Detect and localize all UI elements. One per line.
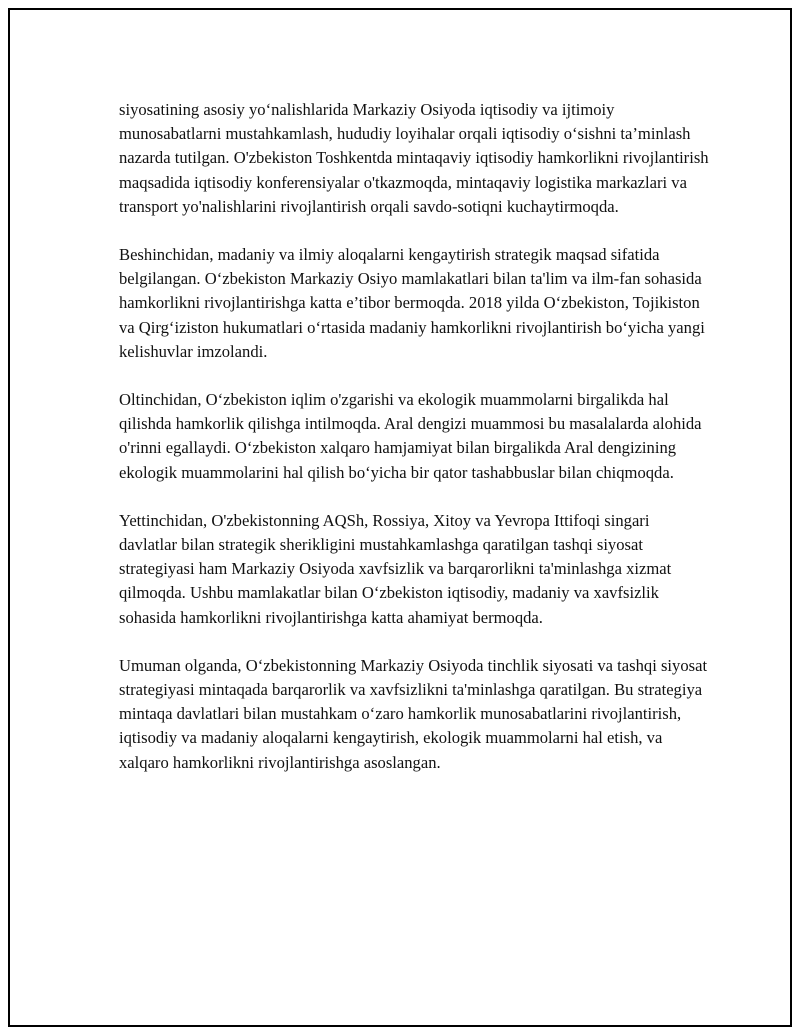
paragraph: Oltinchidan, O‘zbekiston iqlim o'zgarishi va ekologik muammolarni birgalikda hal qilishda hamkorlik qilishga intilmoqda. Aral dengizi muammosi bu masalalarda alohida o'rinni egallaydi. O‘zbekiston xalqaro hamjamiyat bilan birgalikda Aral dengizining ekologik muammolarini hal qilish bo‘yicha bir qator tashabbuslar bilan chiqmoqda.	[119, 390, 702, 482]
paragraph: Yettinchidan, O'zbekistonning AQSh, Rossiya, Xitoy va Yevropa Ittifoqi singari davlatlar bilan strategik sherikligini mustahkamlashga qaratilgan tashqi siyosat strategiyasi ham Markaziy Osiyoda xavfsizlik va barqarorlikni ta'minlashga xizmat qilmoqda. Ushbu mamlakatlar bilan O‘zbekiston iqtisodiy, madaniy va xavfsizlik sohasida hamkorlikni rivojlantirishga katta ahamiyat bermoqda.	[119, 510, 672, 627]
paragraph: Beshinchidan, madaniy va ilmiy aloqalarni kengaytirish strategik maqsad sifatida belgilangan. O‘zbekiston Markaziy Osiyo mamlakatlari bilan ta'lim va ilm-fan sohasida hamkorlikni rivojlantirishga katta e’tibor bermoqda. 2018 yilda O‘zbekiston, Tojikiston va Qirg‘iziston hukumatlari o‘rtasida madaniy hamkorlikni rivojlantirish bo‘yicha yangi kelishuvlar imzolandi.	[119, 245, 705, 361]
paragraph: siyosatining asosiy yo‘nalishlarida Markaziy Osiyoda iqtisodiy va ijtimoiy munosabatlarni mustahkamlash, hududiy loyihalar orqali iqtisodiy o‘sishni ta’minlash nazarda tutilgan. O'zbekiston Toshkentda mintaqaviy iqtisodiy hamkorlikni rivojlantirish maqsadida iqtisodiy konferensiyalar o'tkazmoqda, mintaqaviy logistika markazlari va transport yo'nalishlarini rivojlantirish orqali savdo-sotiqni kuchaytirmoqda.	[119, 100, 709, 216]
document-body	[119, 98, 709, 799]
paragraph: Umuman olganda, O‘zbekistonning Markaziy Osiyoda tinchlik siyosati va tashqi siyosat strategiyasi mintaqada barqarorlik va xavfsizlikni ta'minlashga qaratilgan. Bu strategiya mintaqa davlatlari bilan mustahkam o‘zaro hamkorlik munosabatlarini rivojlantirish, iqtisodiy va madaniy aloqalarni kengaytirish, ekologik muammolarni hal etish, va xalqaro hamkorlikni rivojlantirishga asoslangan.	[119, 655, 708, 772]
page-frame	[8, 8, 792, 1027]
